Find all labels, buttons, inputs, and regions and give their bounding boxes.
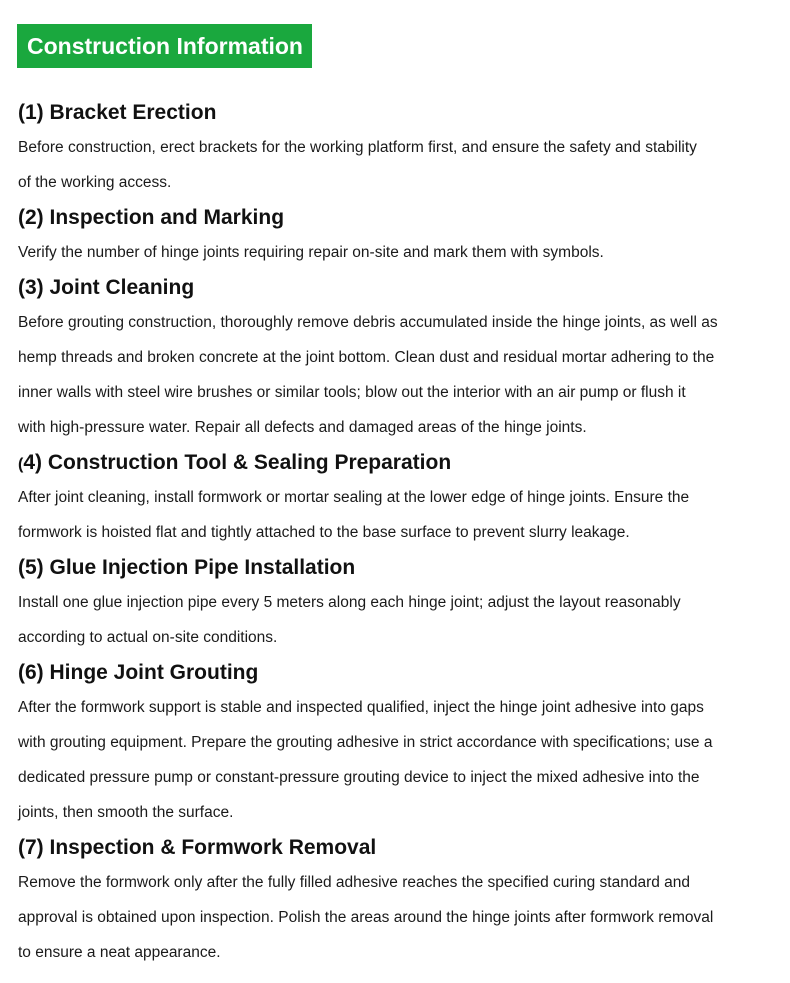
body-line: inner walls with steel wire brushes or similar tools; blow out the interior with an air pump or flush it [18, 384, 686, 401]
body-line: joints, then smooth the surface. [18, 804, 234, 821]
section-6 [18, 655, 758, 830]
body-line: approval is obtained upon inspection. Polish the areas around the hinge joints after formwork removal [18, 909, 714, 926]
body-line: according to actual on-site conditions. [18, 629, 278, 646]
section-5 [18, 550, 758, 655]
page-title-banner: Construction Information [17, 24, 312, 68]
section-heading-text: (3) Joint Cleaning [18, 276, 195, 299]
body-line: Verify the number of hinge joints requiring repair on-site and mark them with symbols. [18, 244, 604, 261]
body-line: Install one glue injection pipe every 5 meters along each hinge joint; adjust the layout reasonably [18, 594, 681, 611]
section-heading-text: 4) Construction Tool & Sealing Preparation [23, 451, 452, 474]
section-heading [18, 95, 758, 130]
section-3 [18, 270, 758, 445]
body-line: After the formwork support is stable and inspected qualified, inject the hinge joint adhesive into gaps [18, 699, 704, 716]
body-line: Before grouting construction, thoroughly remove debris accumulated inside the hinge joints, as well as [18, 314, 718, 331]
body-line: with high-pressure water. Repair all defects and damaged areas of the hinge joints. [18, 419, 587, 436]
section-heading-text: (7) Inspection & Formwork Removal [18, 836, 377, 859]
section-heading-prefix: ( [18, 456, 24, 473]
section-heading-text: (6) Hinge Joint Grouting [18, 661, 259, 684]
body-line: formwork is hoisted flat and tightly attached to the base surface to prevent slurry leakage. [18, 524, 630, 541]
section-2 [18, 200, 758, 270]
section-heading [18, 445, 758, 480]
section-body [18, 585, 758, 655]
sections-list [18, 95, 758, 970]
section-body [18, 305, 758, 445]
section-heading-text: (1) Bracket Erection [18, 101, 217, 124]
section-body [18, 480, 758, 550]
body-line: with grouting equipment. Prepare the grouting adhesive in strict accordance with specifications; use a [18, 734, 713, 751]
body-line: Remove the formwork only after the fully filled adhesive reaches the specified curing standard and [18, 874, 691, 891]
section-body [18, 235, 758, 270]
section-heading [18, 270, 758, 305]
section-4 [18, 445, 758, 550]
body-line: hemp threads and broken concrete at the joint bottom. Clean dust and residual mortar adhering to the [18, 349, 715, 366]
section-heading [18, 830, 758, 865]
section-1 [18, 95, 758, 200]
body-line: After joint cleaning, install formwork or mortar sealing at the lower edge of hinge joints. Ensure the [18, 489, 690, 506]
section-body [18, 865, 758, 970]
section-heading [18, 200, 758, 235]
body-line: Before construction, erect brackets for the working platform first, and ensure the safety and stability [18, 139, 697, 156]
section-heading-text: (2) Inspection and Marking [18, 206, 285, 229]
body-line: of the working access. [18, 174, 172, 191]
section-heading [18, 655, 758, 690]
section-body [18, 690, 758, 830]
document-page [18, 24, 758, 970]
body-line: dedicated pressure pump or constant-pressure grouting device to inject the mixed adhesive into the [18, 769, 700, 786]
section-7 [18, 830, 758, 970]
section-heading-text: (5) Glue Injection Pipe Installation [18, 556, 356, 579]
body-line: to ensure a neat appearance. [18, 944, 221, 961]
section-body [18, 130, 758, 200]
section-heading [18, 550, 758, 585]
